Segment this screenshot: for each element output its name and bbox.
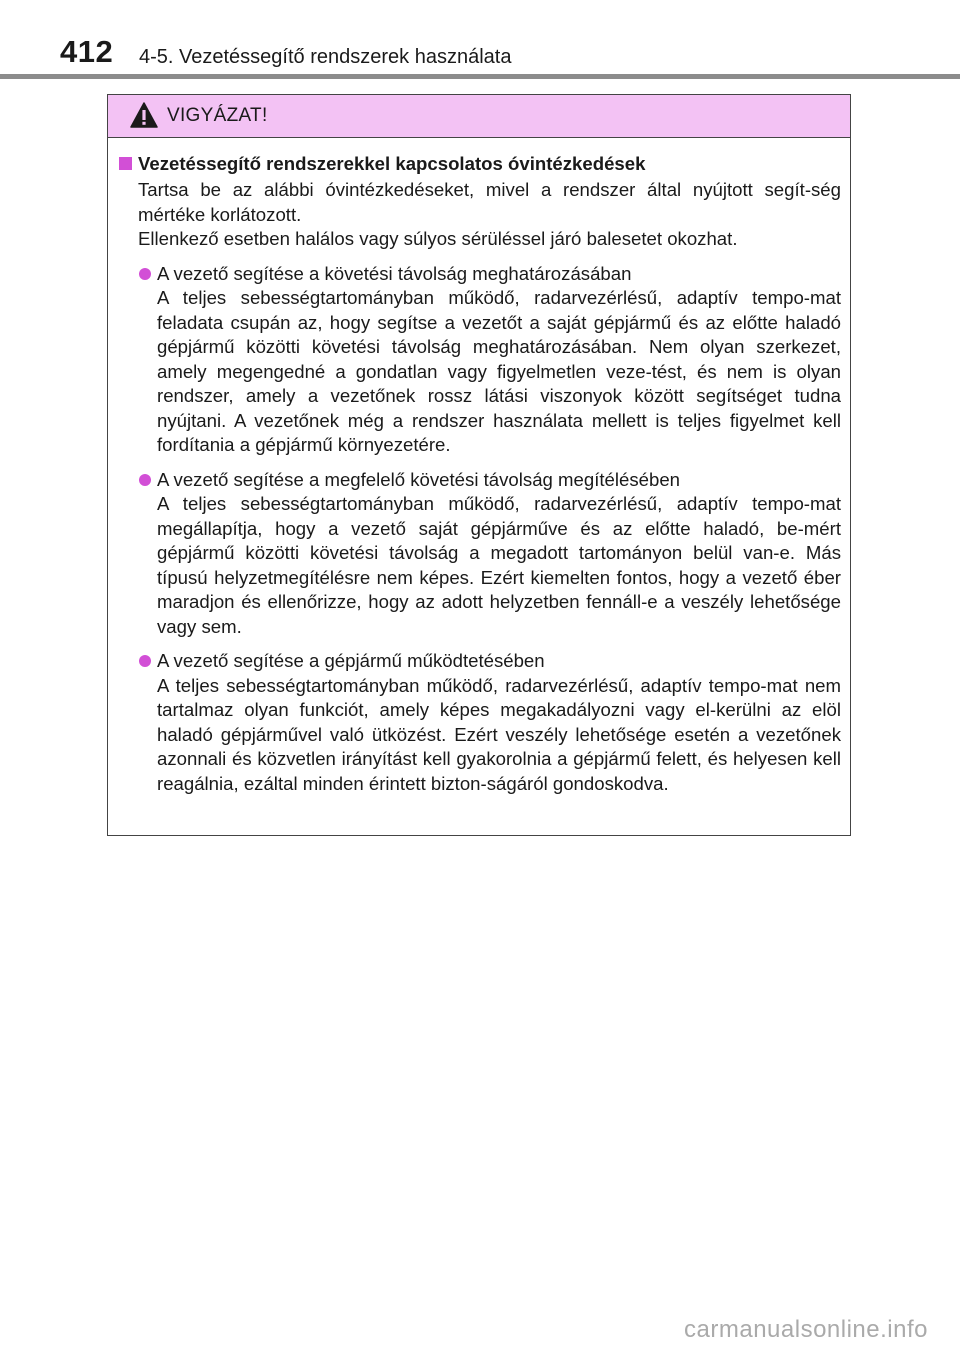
- page-number: 412: [60, 34, 114, 69]
- warning-heading-row: [116, 152, 841, 176]
- warning-title: VIGYÁZAT!: [167, 105, 268, 126]
- warning-triangle-icon: [130, 102, 158, 128]
- item-title: A vezető segítése a gépjármű működtetésében: [157, 650, 545, 671]
- list-item: [138, 262, 841, 458]
- header-rule: [0, 74, 960, 79]
- page-header: [0, 0, 960, 80]
- intro-line: Ellenkező esetben halálos vagy súlyos sérüléssel járó balesetet okozhat.: [138, 228, 738, 249]
- section-title: 4-5. Vezetéssegítő rendszerek használata: [139, 46, 512, 68]
- warning-header: [108, 95, 850, 138]
- warning-intro: [138, 178, 841, 252]
- list-item: [138, 468, 841, 640]
- circle-bullet-icon: [139, 655, 151, 667]
- item-text: A teljes sebességtartományban működő, radarvezérlésű, adaptív tempo-mat megállapítja, hogy a vezető saját gépjárműve és az előtte haladó, be-mért gépjármű közötti követési távolság a megadott tartományon belül van-e. Más típusú helyzetmegítélésre nem képes. Ezért kiemelten fontos, hogy a vezető éber maradjon és ellenőrizze, hogy az adott helyzetben fennáll-e a veszély lehetősége vagy sem.: [157, 493, 841, 637]
- watermark: carmanualsonline.info: [684, 1316, 928, 1343]
- warning-box: [107, 94, 851, 836]
- item-text: A teljes sebességtartományban működő, radarvezérlésű, adaptív tempo-mat feladata csupán az, hogy segítse a vezetőt a saját gépjármű és az előtte haladó gépjármű közötti követési távolság meghatározásában. Nem olyan szerkezet, amely megengedné a gondatlan vagy figyelmetlen veze-tést, és nem is olyan rendszer, amely a vezetőnek rossz látási viszonyok között segítséget tudna nyújtani. A vezetőnek még a rendszer használata mellett is teljes figyelmet kell fordítania a gépjármű környezetére.: [157, 287, 841, 455]
- warning-body: [108, 138, 850, 796]
- list-item: [138, 649, 841, 796]
- circle-bullet-icon: [139, 268, 151, 280]
- intro-line: Tartsa be az alábbi óvintézkedéseket, mivel a rendszer által nyújtott segít-ség mértéke korlátozott.: [138, 179, 841, 225]
- item-title: A vezető segítése a követési távolság meghatározásában: [157, 262, 632, 284]
- warning-heading: Vezetéssegítő rendszerekkel kapcsolatos óvintézkedések: [138, 153, 646, 174]
- item-title: A vezető segítése a megfelelő követési távolság megítélésében: [157, 468, 681, 490]
- circle-bullet-icon: [139, 474, 151, 486]
- square-bullet-icon: [119, 157, 132, 170]
- item-text: A teljes sebességtartományban működő, radarvezérlésű, adaptív tempo-mat nem tartalmaz olyan funkciót, amely képes megakadályozni vagy el-kerülni az elöl haladó gépjárművel való ütközést. Ezért veszély lehetősége esetén a vezetőnek azonnali és közvetlen irányítást kell gyakorolnia a gépjármű felett, és helyesen kell reagálnia, ezáltal minden érintett bizton-ságáról gondoskodva.: [157, 674, 841, 794]
